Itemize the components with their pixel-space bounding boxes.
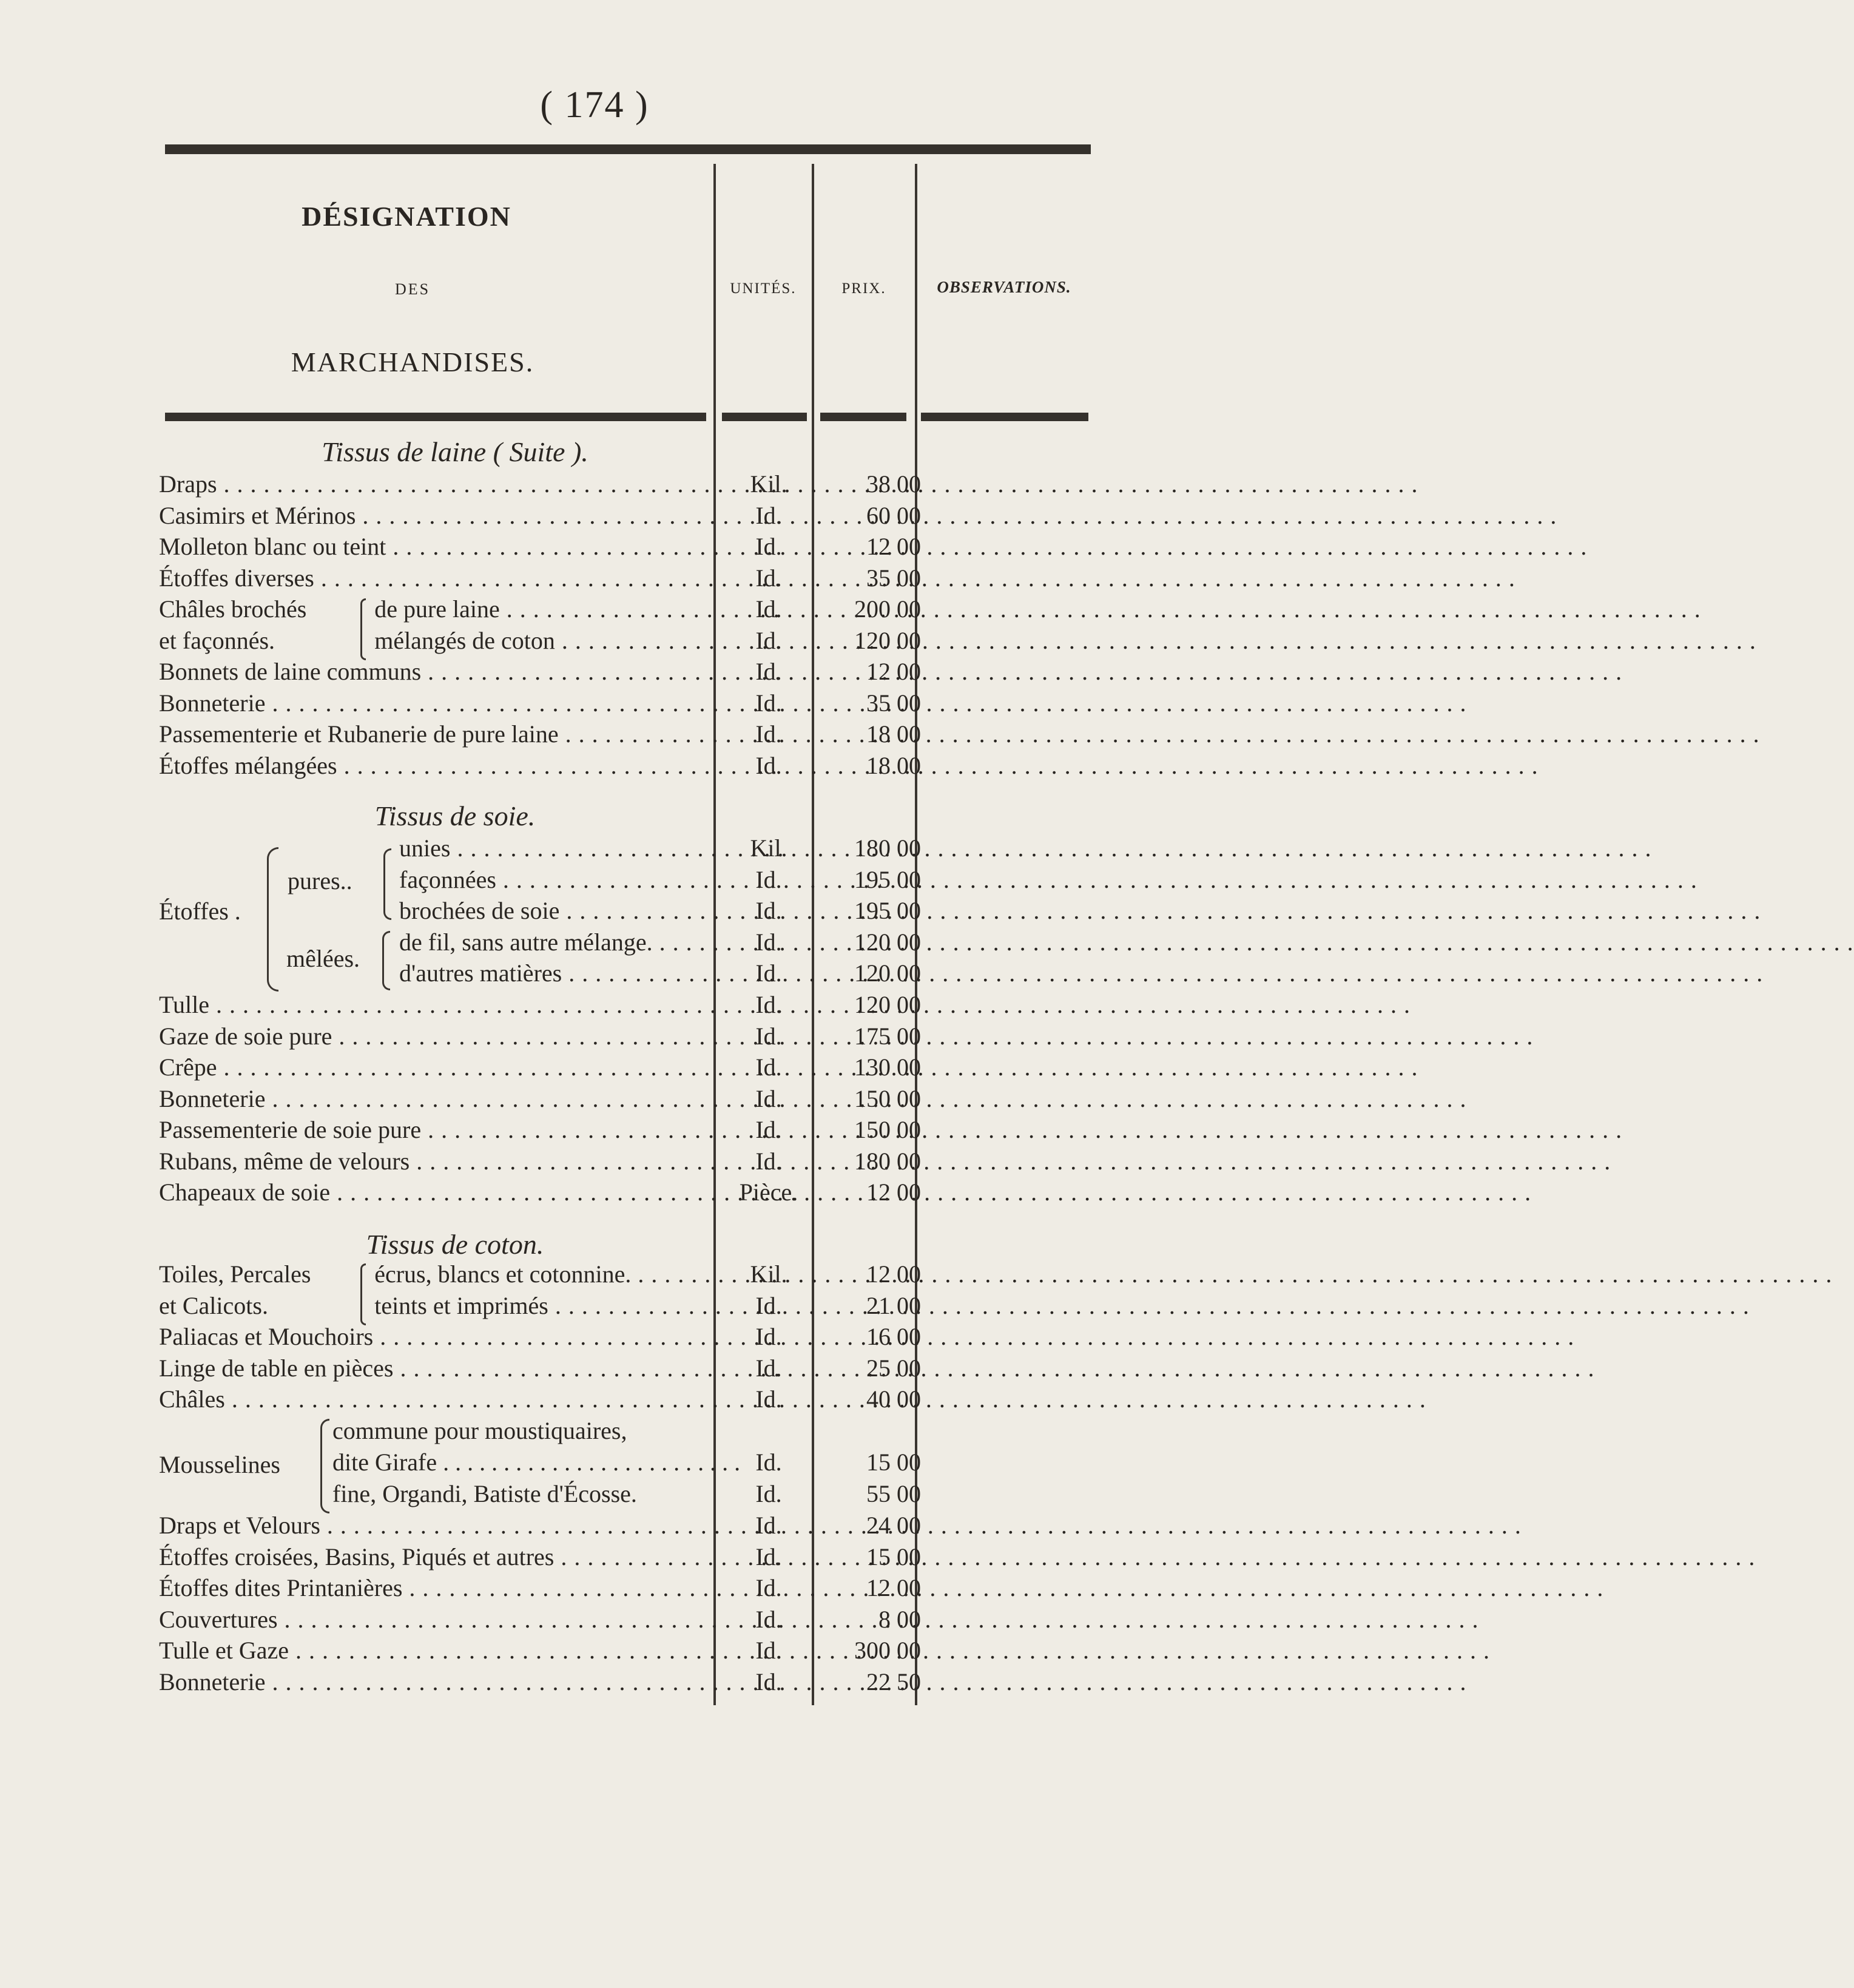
item-label — [159, 990, 712, 1019]
item-price: 21 00 — [866, 1292, 921, 1319]
header-rule-units — [722, 413, 807, 421]
mousselines-price-2: 15 00 — [866, 1449, 921, 1476]
item-unit: Kil. — [750, 834, 787, 862]
table-row — [159, 1511, 926, 1543]
item-price: 120 00 — [854, 991, 921, 1018]
item-unit: Id. — [755, 1023, 782, 1050]
item-label-text: Toiles, Percales — [159, 1260, 311, 1288]
table-row — [159, 1291, 926, 1323]
table-row — [159, 1115, 926, 1147]
item-price: 18 00 — [866, 752, 921, 779]
header-des: DES — [394, 280, 431, 298]
item-unit: Id. — [755, 1292, 782, 1319]
item-label-text: Passementerie et Rubanerie de pure laine — [159, 720, 559, 748]
table-row — [159, 1354, 926, 1385]
dot-leader: . . . . . . . . . . . . . . . . . . . . . . . . . — [437, 1449, 741, 1476]
item-unit: Kil. — [750, 1260, 787, 1288]
item-unit: Id. — [755, 1668, 782, 1696]
table-row — [159, 1543, 926, 1574]
item-label-text: Couvertures — [159, 1606, 278, 1633]
top-rule — [165, 144, 1091, 154]
mousselines-row-3-values — [159, 1479, 926, 1511]
item-unit: Id. — [755, 866, 782, 893]
item-price: 175 00 — [854, 1023, 921, 1050]
item-label-text: Crêpe — [159, 1053, 217, 1081]
table-row — [159, 1322, 926, 1354]
table-row — [159, 1022, 926, 1053]
item-label-text: Linge de table en pièces — [159, 1354, 394, 1382]
item-label — [399, 959, 712, 987]
item-unit: Id. — [755, 1323, 782, 1350]
item-price: 16 00 — [866, 1323, 921, 1350]
item-unit: Id. — [755, 752, 782, 779]
item-price: 12 00 — [866, 533, 921, 560]
item-label-text: Molleton blanc ou teint — [159, 533, 386, 560]
item-unit: Id. — [755, 928, 782, 956]
item-price: 22 50 — [866, 1668, 921, 1696]
table-row — [159, 990, 926, 1022]
header-prix: PRIX. — [841, 280, 886, 297]
item-sublabel-text: mélangés de coton — [374, 627, 555, 654]
table-row — [159, 564, 926, 595]
item-unit: Id. — [755, 658, 782, 685]
mousselines-row-2-values — [159, 1448, 926, 1479]
item-sublabel-text: écrus, blancs et cotonnine. — [374, 1260, 632, 1288]
item-label — [159, 1260, 712, 1288]
item-label — [159, 1385, 712, 1413]
item-label — [159, 1668, 712, 1696]
item-label — [159, 1574, 712, 1602]
item-unit: Id. — [755, 1606, 782, 1633]
item-label-text: Passementerie de soie pure — [159, 1116, 422, 1143]
item-unit: Id. — [755, 1543, 782, 1570]
item-label-text: Châles — [159, 1385, 225, 1413]
table-row — [159, 1053, 926, 1084]
item-price: 12 00 — [866, 1574, 921, 1601]
item-price: 195 00 — [854, 866, 921, 893]
mousselines-label: Mousselines — [159, 1451, 280, 1478]
item-label-text: unies — [399, 834, 451, 862]
section-title-soie: Tissus de soie. — [374, 800, 536, 831]
item-label-text: Bonnets de laine communs — [159, 658, 422, 685]
item-label — [159, 1178, 712, 1206]
table-row — [159, 501, 926, 533]
header-designation: DÉSIGNATION — [302, 201, 511, 232]
item-label-text: façonnées — [399, 866, 496, 893]
mousselines-line-2-text: dite Girafe — [332, 1449, 437, 1476]
table-row — [159, 1574, 926, 1605]
item-label — [159, 1022, 712, 1050]
item-label — [399, 865, 712, 894]
item-label-text: Draps et Velours — [159, 1512, 320, 1539]
item-unit: Id. — [755, 1116, 782, 1143]
item-label — [159, 1322, 712, 1351]
item-price: 12 00 — [866, 658, 921, 685]
page-number: ( 174 ) — [540, 84, 649, 126]
header-observations: OBSERVATIONS. — [937, 278, 1071, 296]
item-label-text: Étoffes croisées, Basins, Piqués et autres — [159, 1543, 555, 1570]
item-label-text: Chapeaux de soie — [159, 1178, 331, 1206]
item-unit: Id. — [755, 595, 782, 623]
item-unit: Id. — [755, 1512, 782, 1539]
toiles-brace — [360, 1263, 366, 1325]
item-unit: Id. — [755, 689, 782, 717]
item-label — [159, 470, 712, 498]
item-price: 300 00 — [854, 1637, 921, 1664]
item-unit: Pièce. — [739, 1178, 798, 1206]
mousselines-unit-2: Id. — [755, 1449, 782, 1476]
item-label — [159, 720, 712, 748]
item-unit: Id. — [755, 502, 782, 529]
item-price: 120 00 — [854, 627, 921, 654]
item-price: 60 00 — [866, 502, 921, 529]
item-label-text: Draps — [159, 470, 217, 498]
item-label — [159, 689, 712, 717]
item-label-text: d'autres matières — [399, 959, 562, 987]
table-row — [159, 689, 926, 720]
item-unit: Id. — [755, 991, 782, 1018]
item-label — [159, 1543, 712, 1571]
item-price: 130 00 — [854, 1053, 921, 1081]
item-label — [159, 1115, 712, 1144]
item-label — [159, 1084, 712, 1113]
table-row — [159, 720, 926, 751]
etoffes-label: Étoffes . — [159, 898, 241, 925]
item-label — [159, 1053, 712, 1081]
table-row — [159, 896, 926, 928]
item-label — [159, 1605, 712, 1634]
item-label-text: Tulle — [159, 991, 210, 1018]
table-row — [159, 1178, 926, 1209]
item-price: 150 00 — [854, 1116, 921, 1143]
item-label — [159, 1636, 712, 1665]
item-label — [399, 896, 712, 925]
item-label-text: et façonnés. — [159, 627, 275, 654]
table-row — [159, 595, 926, 626]
table-row — [159, 532, 926, 564]
item-price: 25 00 — [866, 1354, 921, 1382]
section-title-coton: Tissus de coton. — [366, 1229, 544, 1260]
item-price: 38 00 — [866, 470, 921, 498]
table-row — [159, 657, 926, 689]
item-unit: Id. — [755, 1574, 782, 1601]
item-price: 150 00 — [854, 1085, 921, 1112]
item-unit: Id. — [755, 1085, 782, 1112]
table-row — [159, 834, 926, 865]
item-unit: Id. — [755, 533, 782, 560]
item-label — [159, 657, 712, 686]
item-label — [159, 532, 712, 561]
item-label — [399, 928, 712, 956]
item-price: 35 00 — [866, 689, 921, 717]
item-unit: Id. — [755, 1354, 782, 1382]
section-title-laine: Tissus de laine ( Suite ). — [322, 436, 588, 467]
item-label — [159, 595, 712, 623]
item-label — [159, 1511, 712, 1540]
table-row — [159, 1260, 926, 1291]
item-price: 12 00 — [866, 1178, 921, 1206]
item-price: 18 00 — [866, 720, 921, 748]
item-price: 120 00 — [854, 928, 921, 956]
item-label — [159, 1354, 712, 1382]
item-label — [399, 834, 712, 862]
item-label-text: Châles brochés — [159, 595, 307, 623]
item-label-text: Étoffes dites Printanières — [159, 1574, 403, 1601]
item-sublabel-text: teints et imprimés — [374, 1292, 548, 1319]
table-row — [159, 865, 926, 897]
chales-brace — [360, 598, 366, 660]
item-price: 120 00 — [854, 959, 921, 987]
item-label-text: Paliacas et Mouchoirs — [159, 1323, 374, 1350]
item-label-text: et Calicots. — [159, 1292, 268, 1319]
item-label-text: Gaze de soie pure — [159, 1023, 332, 1050]
item-label-text: Rubans, même de velours — [159, 1148, 410, 1175]
item-label — [159, 564, 712, 592]
item-unit: Id. — [755, 897, 782, 924]
table-row — [159, 1605, 926, 1637]
item-unit: Id. — [755, 1053, 782, 1081]
table-row — [159, 751, 926, 783]
item-unit: Id. — [755, 1637, 782, 1664]
melees-label: mêlées. — [286, 945, 360, 972]
table-row — [159, 1668, 926, 1699]
item-unit: Id. — [755, 1385, 782, 1413]
table-row — [159, 1147, 926, 1178]
item-label-text: Tulle et Gaze — [159, 1637, 289, 1664]
item-unit: Kil. — [750, 470, 787, 498]
table-row — [159, 626, 926, 658]
item-label-text: Bonneterie — [159, 689, 266, 717]
mousselines-unit-3: Id. — [755, 1480, 782, 1507]
header-rule-prices — [820, 413, 906, 421]
table-row — [159, 1084, 926, 1116]
item-label-text: Étoffes mélangées — [159, 752, 337, 779]
item-label-text: Bonneterie — [159, 1668, 266, 1696]
item-price: 35 00 — [866, 564, 921, 592]
item-label — [159, 1147, 712, 1175]
item-label — [159, 626, 712, 655]
item-label-text: Casimirs et Mérinos — [159, 502, 356, 529]
item-label — [159, 1291, 712, 1320]
header-rule-observations — [921, 413, 1088, 421]
mousselines-line-1: commune pour moustiquaires, — [332, 1417, 627, 1444]
pures-label: pures.. — [288, 867, 352, 894]
item-unit: Id. — [755, 564, 782, 592]
item-label-text: brochées de soie — [399, 897, 560, 924]
header-unites: UNITÉS. — [730, 280, 797, 297]
item-label-text: Bonneterie — [159, 1085, 266, 1112]
table-row — [159, 1385, 926, 1416]
header-rule-designation — [165, 413, 706, 421]
table-row — [159, 1636, 926, 1668]
table-row — [159, 928, 926, 959]
table-row — [159, 470, 926, 501]
item-unit: Id. — [755, 959, 782, 987]
item-label — [159, 501, 712, 530]
item-sublabel-text: de pure laine — [374, 595, 500, 623]
mousselines-price-3: 55 00 — [866, 1480, 921, 1507]
item-price: 24 00 — [866, 1512, 921, 1539]
item-unit: Id. — [755, 627, 782, 654]
item-price: 180 00 — [854, 834, 921, 862]
item-unit: Id. — [755, 720, 782, 748]
mousselines-line-3: fine, Organdi, Batiste d'Écosse. — [332, 1480, 637, 1507]
item-price: 200 00 — [854, 595, 921, 623]
item-label-text: de fil, sans autre mélange. — [399, 928, 653, 956]
item-price: 15 00 — [866, 1543, 921, 1570]
item-price: 195 00 — [854, 897, 921, 924]
item-label — [159, 751, 712, 780]
item-price: 8 00 — [878, 1606, 921, 1633]
item-unit: Id. — [755, 1148, 782, 1175]
item-price: 12 00 — [866, 1260, 921, 1288]
item-price: 40 00 — [866, 1385, 921, 1413]
header-marchandises: MARCHANDISES. — [291, 347, 534, 377]
item-label-text: Étoffes diverses — [159, 564, 314, 592]
table-row — [159, 959, 926, 990]
item-price: 180 00 — [854, 1148, 921, 1175]
